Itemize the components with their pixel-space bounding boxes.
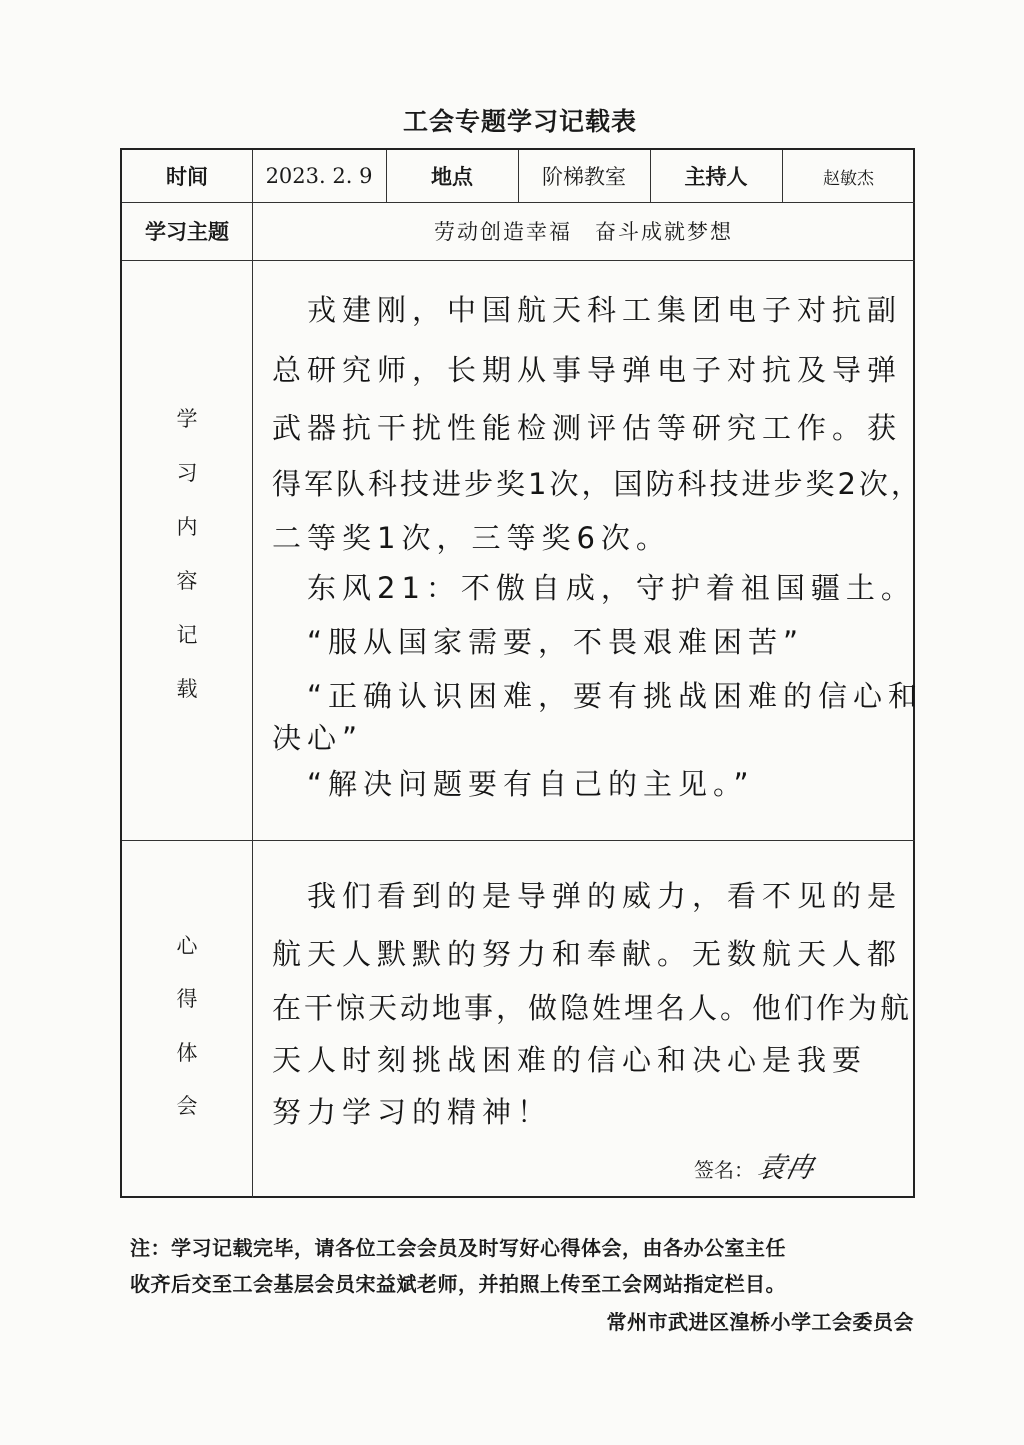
reflection-label [167,930,207,1120]
content-line: 得军队科技进步奖1次，国防科技进步奖2次， [272,467,923,501]
content-line: 二等奖1次，三等奖6次。 [272,521,671,555]
host-label: 主持人 [684,164,748,189]
reflection-line: 在干惊天动地事，做隐姓埋名人。他们作为航 [272,991,913,1025]
content-label-char: 记 [176,623,198,647]
content-label [167,403,207,703]
topic-value: 劳动创造幸福 奋斗成就梦想 [434,220,733,244]
place-value: 阶梯教室 [542,165,626,189]
reflection-label-char: 心 [176,934,198,958]
form-title: 工会专题学习记载表 [402,107,637,136]
signature: 袁冉 [754,1151,818,1184]
content-label-char: 学 [176,407,198,431]
content-line: 东风21：不傲自成，守护着祖国疆土。 [272,571,916,605]
content-body [272,260,924,840]
reflection-line: 天人时刻挑战困难的信心和决心是我要 [272,1043,868,1077]
content-line: “解决问题要有自己的主见。” [272,767,755,801]
content-label-char: 习 [176,461,198,485]
column-divider [252,150,253,1198]
reflection-label-char: 得 [176,987,198,1012]
reflection-line: 努力学习的精神！ [272,1095,553,1129]
reflection-line: 航天人默默的努力和奉献。无数航天人都 [272,937,903,971]
note-line-2: 收齐后交至工会基层会员宋益斌老师，并拍照上传至工会网站指定栏目。 [130,1272,786,1296]
content-label-char: 内 [176,515,198,539]
content-line: “服从国家需要，不畏艰难困苦” [272,625,805,659]
signature-label: 签名： [694,1158,754,1182]
host-value: 赵敏杰 [823,168,874,189]
reflection-body [272,840,912,1198]
content-line: 总研究师，长期从事导弹电子对抗及导弹 [272,353,903,387]
content-label-char: 载 [176,677,198,701]
reflection-label-char: 体 [176,1040,198,1065]
content-line: 决心” [272,721,364,755]
note-line-1: 注：学习记载完毕，请各位工会会员及时写好心得体会，由各办公室主任 [130,1236,786,1260]
content-line: 戎建刚，中国航天科工集团电子对抗副 [272,293,903,327]
content-line: 武器抗干扰性能检测评估等研究工作。获 [272,411,903,445]
record-table [120,148,924,1198]
place-label: 地点 [431,164,473,189]
organization-name: 常州市武进区湟桥小学工会委员会 [606,1310,914,1334]
content-line: “正确认识困难，要有挑战困难的信心和 [272,679,924,713]
reflection-label-char: 会 [176,1093,198,1118]
topic-label: 学习主题 [145,219,229,244]
reflection-line: 我们看到的是导弹的威力，看不见的是 [272,879,903,913]
content-label-char: 容 [176,569,198,593]
time-value: 2023. 2. 9 [265,164,373,188]
time-label: 时间 [166,164,208,189]
